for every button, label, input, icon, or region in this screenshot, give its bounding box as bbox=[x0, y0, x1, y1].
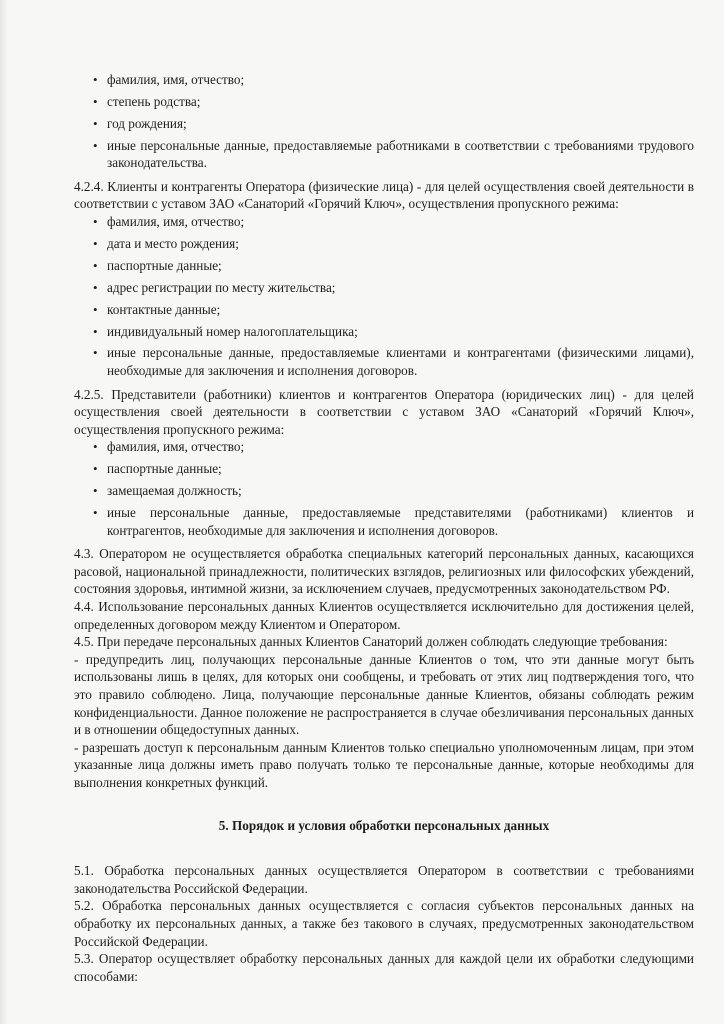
paragraph-4-3: 4.3. Оператором не осуществляется обработка специальных категорий персональных данных, касающихся расовой, национальной принадлежности, политических взглядов, религиозных или философских убеждений, состояния здоровья, интимной жизни, за исключением случаев, предусмотренных законодательством РФ. bbox=[74, 546, 694, 597]
bullet-list-4-2-5 bbox=[74, 438, 694, 539]
paragraph-5-3: 5.3. Оператор осуществляет обработку персональных данных для каждой цели их обработки следующими способами: bbox=[74, 951, 694, 984]
list-item: • дата и место рождения; bbox=[96, 235, 694, 253]
list-item: • год рождения; bbox=[96, 115, 694, 133]
list-item: • иные персональные данные, предоставляемые представителями (работниками) клиентов и контрагентов, необходимые для заключения и исполнения договоров. bbox=[96, 504, 694, 539]
paragraph-5-1: 5.1. Обработка персональных данных осуществляется Оператором в соответствии с требованиями законодательства Российской Федерации. bbox=[74, 863, 694, 896]
paragraph-4-4: 4.4. Использование персональных данных Клиентов осуществляется исключительно для достижения целей, определенных договором между Клиентом и Оператором. bbox=[74, 599, 694, 632]
list-item: • паспортные данные; bbox=[96, 460, 694, 478]
list-item: • паспортные данные; bbox=[96, 257, 694, 275]
list-item: • фамилия, имя, отчество; bbox=[96, 438, 694, 456]
bullet-list-top bbox=[74, 71, 694, 172]
section-5-heading: 5. Порядок и условия обработки персональных данных bbox=[218, 817, 550, 833]
bullet-list-4-2-4 bbox=[74, 213, 694, 380]
list-item: • замещаемая должность; bbox=[96, 482, 694, 500]
list-item: • контактные данные; bbox=[96, 301, 694, 319]
paragraph-4-5-a: - предупредить лиц, получающих персональные данные Клиентов о том, что эти данные могут быть использованы лишь в целях, для которых они сообщены, и требовать от этих лиц подтверждения того, что это правило соблюдено. Лица, получающие персональные данные Клиентов, обязаны соблюдать режим конфиденциальности. Данное положение не распространяется в случае обезличивания персональных данных и в отношении общедоступных данных. bbox=[74, 651, 694, 738]
list-item: • индивидуальный номер налогоплательщика; bbox=[96, 323, 694, 341]
paragraph-4-2-5: 4.2.5. Представители (работники) клиентов и контрагентов Оператора (юридических лиц) - для целей осуществления своей деятельности в соответствии с уставом ЗАО «Санаторий «Горячий Ключ», осуществления пропускного режима: bbox=[74, 386, 694, 437]
list-item: • степень родства; bbox=[96, 93, 694, 111]
list-item: • иные персональные данные, предоставляемые клиентами и контрагентами (физическими лицами), необходимые для заключения и исполнения договоров. bbox=[96, 344, 694, 379]
paragraph-4-5: 4.5. При передаче персональных данных Клиентов Санаторий должен соблюдать следующие требования: bbox=[74, 634, 668, 650]
page-edge-shadow bbox=[0, 0, 8, 1024]
list-item: • фамилия, имя, отчество; bbox=[96, 71, 694, 89]
paragraph-4-5-b: - разрешать доступ к персональным данным Клиентов только специально уполномоченным лицам, при этом указанные лица должны иметь право получать только те персональные данные, которые необходимы для выполнения конкретных функций. bbox=[74, 739, 694, 790]
paragraph-4-2-4: 4.2.4. Клиенты и контрагенты Оператора (физические лица) - для целей осуществления своей деятельности в соответствии с уставом ЗАО «Санаторий «Горячий Ключ», осуществления пропускного режима: bbox=[74, 178, 694, 212]
list-item: • иные персональные данные, предоставляемые работниками в соответствии с требованиями трудового законодательства. bbox=[96, 137, 694, 172]
list-item: • фамилия, имя, отчество; bbox=[96, 213, 694, 231]
list-item: • адрес регистрации по месту жительства; bbox=[96, 279, 694, 297]
paragraph-5-2: 5.2. Обработка персональных данных осуществляется с согласия субъектов персональных данных на обработку их персональных данных, а также без такового в случаях, предусмотренных законодательством Российской Федерации. bbox=[74, 898, 694, 949]
